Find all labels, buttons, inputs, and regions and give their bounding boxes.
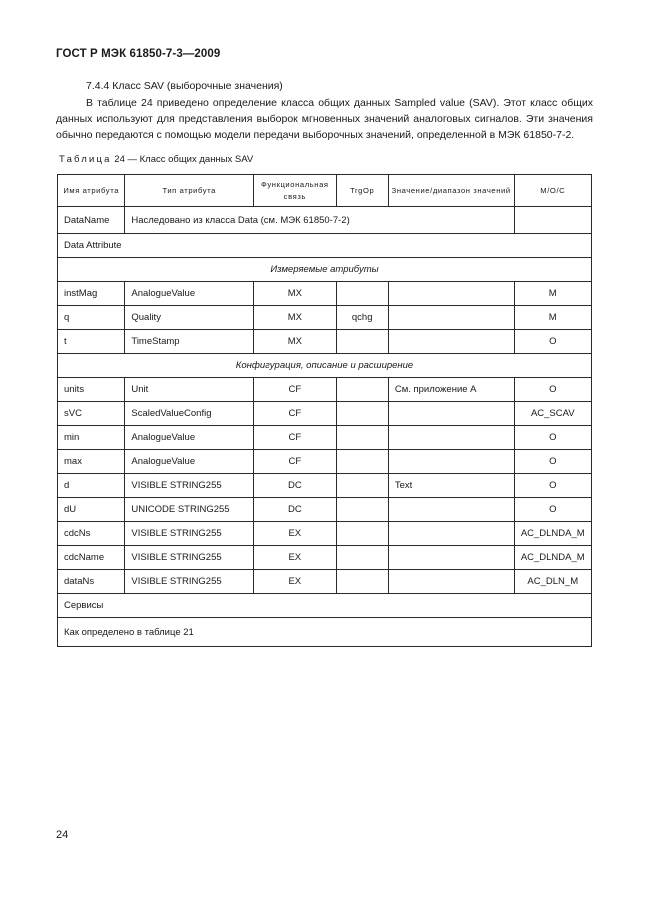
body-paragraph [56, 95, 593, 143]
caption-label: Таблица [59, 154, 112, 165]
table-row [58, 330, 592, 354]
cell-fc: DC [254, 474, 336, 498]
table-row-data-attribute [58, 234, 592, 258]
cell-type: AnalogueValue [125, 282, 254, 306]
cell-moc: O [514, 474, 591, 498]
paragraph-text: В таблице 24 приведено определение класса общих данных Sampled value (SAV). Этот класс общих данных используют для представления выборок мгновенных значений аналоговых сигналов. Эти значения обычно передаются с помощью модели передачи выборочных значений, определенной в МЭК 61850-7-2. [56, 97, 593, 141]
cell-moc: O [514, 378, 591, 402]
cell-name: sVC [58, 402, 125, 426]
cell-fc: MX [254, 282, 336, 306]
section-heading: 7.4.4 Класс SAV (выборочные значения) [86, 80, 283, 92]
table-row [58, 282, 592, 306]
cell-name: min [58, 426, 125, 450]
cell-fc: DC [254, 498, 336, 522]
cell-value [388, 426, 514, 450]
table-header-row [58, 175, 592, 207]
cell-name: instMag [58, 282, 125, 306]
cell-moc: AC_SCAV [514, 402, 591, 426]
page-number: 24 [56, 829, 69, 841]
table-group-row [58, 354, 592, 378]
cell-trgop [336, 426, 388, 450]
cell-trgop [336, 498, 388, 522]
cell-type: VISIBLE STRING255 [125, 522, 254, 546]
cell-name: DataName [58, 207, 125, 234]
caption-text: 24 — Класс общих данных SAV [111, 154, 254, 165]
cell-moc: O [514, 330, 591, 354]
cell-value: См. приложение А [388, 378, 514, 402]
cell-moc: AC_DLNDA_M [514, 522, 591, 546]
header-value-range: Значение/диапазон значений [388, 175, 514, 207]
table-group-row [58, 258, 592, 282]
cell-value [388, 282, 514, 306]
cell-name: q [58, 306, 125, 330]
table-row-services [58, 594, 592, 618]
document-header: ГОСТ Р МЭК 61850-7-3—2009 [56, 48, 221, 60]
cell-value [388, 450, 514, 474]
cell-type: Unit [125, 378, 254, 402]
cell-fc: EX [254, 570, 336, 594]
cell-services-note: Как определено в таблице 21 [58, 618, 592, 647]
cell-trgop [336, 522, 388, 546]
cell-moc: O [514, 498, 591, 522]
cell-fc: CF [254, 378, 336, 402]
cell-name: t [58, 330, 125, 354]
table-row-dataname [58, 207, 592, 234]
table-row [58, 474, 592, 498]
cell-moc: M [514, 282, 591, 306]
cell-trgop [336, 378, 388, 402]
cell-trgop [336, 546, 388, 570]
cell-fc: EX [254, 546, 336, 570]
cell-name: units [58, 378, 125, 402]
cell-fc: MX [254, 306, 336, 330]
cell-type: TimeStamp [125, 330, 254, 354]
table-row [58, 378, 592, 402]
group-configuration: Конфигурация, описание и расширение [58, 354, 592, 378]
cell-name: cdcName [58, 546, 125, 570]
cell-type: ScaledValueConfig [125, 402, 254, 426]
group-measured-attributes: Измеряемые атрибуты [58, 258, 592, 282]
cell-value [388, 522, 514, 546]
cell-type: Quality [125, 306, 254, 330]
table-row [58, 570, 592, 594]
cell-fc: CF [254, 426, 336, 450]
cell-moc: O [514, 426, 591, 450]
cell-name: d [58, 474, 125, 498]
header-functional-constraint: Функциональная связь [254, 175, 336, 207]
cell-inherited-desc: Наследовано из класса Data (см. МЭК 61850-7-2) [125, 207, 514, 234]
cell-value: Text [388, 474, 514, 498]
cell-moc: AC_DLNDA_M [514, 546, 591, 570]
cell-type: VISIBLE STRING255 [125, 570, 254, 594]
cell-trgop [336, 450, 388, 474]
cell-moc: O [514, 450, 591, 474]
cell-trgop [336, 402, 388, 426]
cell-fc: CF [254, 450, 336, 474]
table-row [58, 546, 592, 570]
cell-value [388, 330, 514, 354]
table-row [58, 306, 592, 330]
header-moc: M/O/C [514, 175, 591, 207]
cell-fc: CF [254, 402, 336, 426]
cell-trgop [336, 282, 388, 306]
cell-type: UNICODE STRING255 [125, 498, 254, 522]
table-row [58, 450, 592, 474]
cell-value [388, 306, 514, 330]
table-row-services-note [58, 618, 592, 647]
cell-type: AnalogueValue [125, 450, 254, 474]
cell-name: max [58, 450, 125, 474]
cell-value [388, 498, 514, 522]
cell-trgop: qchg [336, 306, 388, 330]
table-row [58, 426, 592, 450]
table-row [58, 498, 592, 522]
cell-fc: MX [254, 330, 336, 354]
cell-trgop [336, 474, 388, 498]
table-row [58, 402, 592, 426]
table-row [58, 522, 592, 546]
header-attribute-name: Имя атрибута [58, 175, 125, 207]
header-attribute-type: Тип атрибута [125, 175, 254, 207]
cell-type: VISIBLE STRING255 [125, 474, 254, 498]
cell-name: dataNs [58, 570, 125, 594]
sav-class-table [57, 174, 592, 647]
cell-trgop [336, 570, 388, 594]
cell-type: VISIBLE STRING255 [125, 546, 254, 570]
cell-moc: M [514, 306, 591, 330]
cell-type: AnalogueValue [125, 426, 254, 450]
cell-data-attribute: Data Attribute [58, 234, 592, 258]
cell-fc: EX [254, 522, 336, 546]
cell-name: dU [58, 498, 125, 522]
cell-trgop [336, 330, 388, 354]
cell-empty [514, 207, 591, 234]
table-caption [59, 154, 253, 165]
cell-moc: AC_DLN_M [514, 570, 591, 594]
cell-value [388, 402, 514, 426]
cell-value [388, 570, 514, 594]
cell-name: cdcNs [58, 522, 125, 546]
header-trgop: TrgOp [336, 175, 388, 207]
cell-services-label: Сервисы [58, 594, 592, 618]
cell-value [388, 546, 514, 570]
